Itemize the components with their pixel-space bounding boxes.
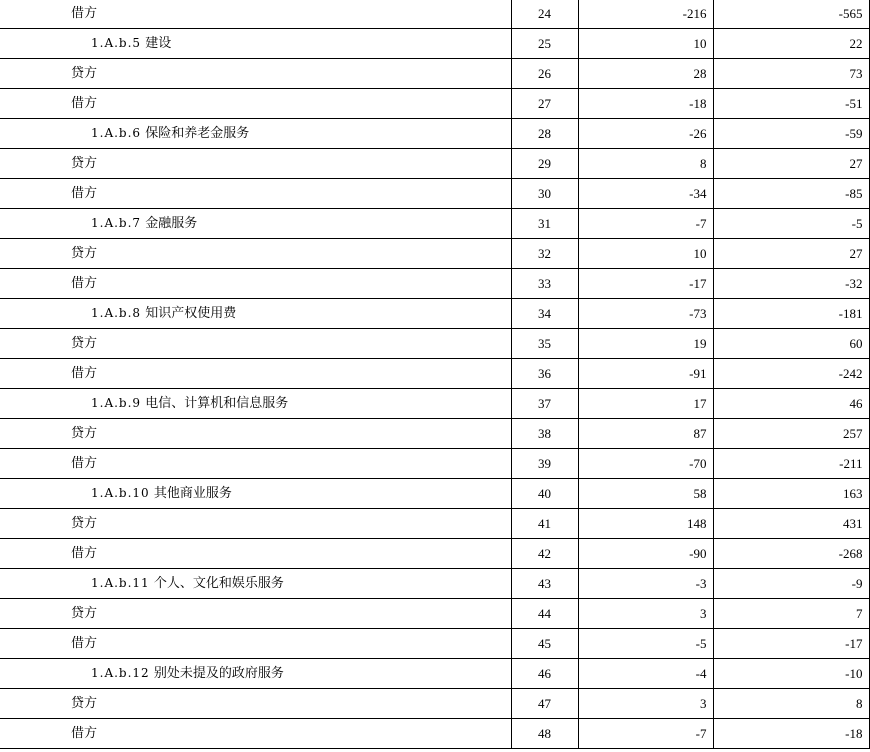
row-number-cell: 35 bbox=[511, 329, 578, 359]
table-row bbox=[0, 329, 869, 359]
table-row bbox=[0, 719, 869, 749]
item-label: 贷方 bbox=[71, 606, 98, 621]
value-b-cell: 257 bbox=[713, 419, 869, 449]
item-code: 1.A.b.10 bbox=[91, 486, 150, 500]
item-label: 贷方 bbox=[71, 426, 98, 441]
value-a-cell: -34 bbox=[578, 179, 713, 209]
item-label: 贷方 bbox=[71, 696, 98, 711]
item-label-cell bbox=[0, 569, 511, 599]
item-code: 1.A.b.5 bbox=[91, 36, 142, 50]
table-row bbox=[0, 119, 869, 149]
value-b-cell: -242 bbox=[713, 359, 869, 389]
value-a-cell: -216 bbox=[578, 0, 713, 29]
item-label: 建设 bbox=[145, 36, 172, 51]
value-a-cell: 28 bbox=[578, 59, 713, 89]
item-label: 金融服务 bbox=[145, 216, 198, 231]
item-label: 贷方 bbox=[71, 336, 98, 351]
debit-credit-label-cell bbox=[0, 539, 511, 569]
item-label: 贷方 bbox=[71, 66, 98, 81]
value-a-cell: 87 bbox=[578, 419, 713, 449]
debit-credit-label-cell bbox=[0, 0, 511, 29]
value-a-cell: 17 bbox=[578, 389, 713, 419]
table-row bbox=[0, 389, 869, 419]
debit-credit-label-cell bbox=[0, 719, 511, 749]
value-a-cell: 10 bbox=[578, 239, 713, 269]
row-number-cell: 29 bbox=[511, 149, 578, 179]
row-number-cell: 25 bbox=[511, 29, 578, 59]
row-number-cell: 42 bbox=[511, 539, 578, 569]
item-label: 借方 bbox=[71, 276, 98, 291]
item-label: 借方 bbox=[71, 96, 98, 111]
table-row bbox=[0, 29, 869, 59]
value-b-cell: -85 bbox=[713, 179, 869, 209]
item-label: 借方 bbox=[71, 726, 98, 741]
debit-credit-label-cell bbox=[0, 179, 511, 209]
table-row bbox=[0, 359, 869, 389]
value-b-cell: 7 bbox=[713, 599, 869, 629]
item-label: 借方 bbox=[71, 366, 98, 381]
item-label: 借方 bbox=[71, 546, 98, 561]
value-b-cell: -9 bbox=[713, 569, 869, 599]
debit-credit-label-cell bbox=[0, 689, 511, 719]
row-number-cell: 32 bbox=[511, 239, 578, 269]
item-label: 知识产权使用费 bbox=[145, 306, 237, 321]
value-b-cell: -51 bbox=[713, 89, 869, 119]
row-number-cell: 44 bbox=[511, 599, 578, 629]
item-label-cell bbox=[0, 659, 511, 689]
item-code: 1.A.b.6 bbox=[91, 126, 142, 140]
row-number-cell: 30 bbox=[511, 179, 578, 209]
row-number-cell: 28 bbox=[511, 119, 578, 149]
value-b-cell: -18 bbox=[713, 719, 869, 749]
value-a-cell: 19 bbox=[578, 329, 713, 359]
table-row bbox=[0, 0, 869, 29]
value-a-cell: -17 bbox=[578, 269, 713, 299]
table-row bbox=[0, 539, 869, 569]
value-a-cell: -7 bbox=[578, 209, 713, 239]
row-number-cell: 36 bbox=[511, 359, 578, 389]
value-a-cell: -4 bbox=[578, 659, 713, 689]
item-label: 其他商业服务 bbox=[153, 486, 232, 501]
table-row bbox=[0, 689, 869, 719]
debit-credit-label-cell bbox=[0, 449, 511, 479]
item-label-cell bbox=[0, 389, 511, 419]
item-label-cell bbox=[0, 29, 511, 59]
item-label: 借方 bbox=[71, 456, 98, 471]
table-row bbox=[0, 449, 869, 479]
value-a-cell: -73 bbox=[578, 299, 713, 329]
value-a-cell: -7 bbox=[578, 719, 713, 749]
table-row bbox=[0, 509, 869, 539]
table-row bbox=[0, 599, 869, 629]
debit-credit-label-cell bbox=[0, 359, 511, 389]
value-b-cell: -268 bbox=[713, 539, 869, 569]
value-b-cell: 163 bbox=[713, 479, 869, 509]
row-number-cell: 41 bbox=[511, 509, 578, 539]
debit-credit-label-cell bbox=[0, 59, 511, 89]
value-b-cell: -181 bbox=[713, 299, 869, 329]
item-code: 1.A.b.9 bbox=[91, 396, 142, 410]
table-row bbox=[0, 149, 869, 179]
value-b-cell: -5 bbox=[713, 209, 869, 239]
item-label-cell bbox=[0, 299, 511, 329]
item-label-cell bbox=[0, 479, 511, 509]
value-b-cell: -59 bbox=[713, 119, 869, 149]
value-b-cell: 8 bbox=[713, 689, 869, 719]
item-label: 保险和养老金服务 bbox=[145, 126, 250, 141]
debit-credit-label-cell bbox=[0, 629, 511, 659]
value-a-cell: -91 bbox=[578, 359, 713, 389]
value-b-cell: 431 bbox=[713, 509, 869, 539]
row-number-cell: 43 bbox=[511, 569, 578, 599]
debit-credit-label-cell bbox=[0, 329, 511, 359]
item-code: 1.A.b.8 bbox=[91, 306, 142, 320]
value-a-cell: -18 bbox=[578, 89, 713, 119]
table-row bbox=[0, 299, 869, 329]
row-number-cell: 39 bbox=[511, 449, 578, 479]
row-number-cell: 27 bbox=[511, 89, 578, 119]
value-a-cell: 3 bbox=[578, 599, 713, 629]
item-label-cell bbox=[0, 119, 511, 149]
value-b-cell: 73 bbox=[713, 59, 869, 89]
value-a-cell: -26 bbox=[578, 119, 713, 149]
row-number-cell: 24 bbox=[511, 0, 578, 29]
row-number-cell: 34 bbox=[511, 299, 578, 329]
debit-credit-label-cell bbox=[0, 419, 511, 449]
value-b-cell: 46 bbox=[713, 389, 869, 419]
value-b-cell: -565 bbox=[713, 0, 869, 29]
table-row bbox=[0, 269, 869, 299]
item-label: 贷方 bbox=[71, 516, 98, 531]
value-b-cell: -32 bbox=[713, 269, 869, 299]
item-code: 1.A.b.7 bbox=[91, 216, 142, 230]
value-b-cell: 22 bbox=[713, 29, 869, 59]
value-b-cell: 27 bbox=[713, 149, 869, 179]
value-a-cell: -3 bbox=[578, 569, 713, 599]
row-number-cell: 26 bbox=[511, 59, 578, 89]
value-a-cell: 10 bbox=[578, 29, 713, 59]
value-a-cell: 3 bbox=[578, 689, 713, 719]
row-number-cell: 33 bbox=[511, 269, 578, 299]
value-a-cell: -70 bbox=[578, 449, 713, 479]
debit-credit-label-cell bbox=[0, 599, 511, 629]
item-label: 电信、计算机和信息服务 bbox=[145, 396, 289, 411]
value-a-cell: 58 bbox=[578, 479, 713, 509]
value-b-cell: -211 bbox=[713, 449, 869, 479]
value-b-cell: 60 bbox=[713, 329, 869, 359]
item-label: 个人、文化和娱乐服务 bbox=[153, 576, 284, 591]
table-row bbox=[0, 209, 869, 239]
table-row bbox=[0, 59, 869, 89]
debit-credit-label-cell bbox=[0, 89, 511, 119]
row-number-cell: 47 bbox=[511, 689, 578, 719]
table-row bbox=[0, 569, 869, 599]
item-label: 借方 bbox=[71, 6, 98, 21]
row-number-cell: 31 bbox=[511, 209, 578, 239]
row-number-cell: 46 bbox=[511, 659, 578, 689]
item-label: 别处未提及的政府服务 bbox=[153, 666, 284, 681]
value-a-cell: -5 bbox=[578, 629, 713, 659]
table-row bbox=[0, 659, 869, 689]
item-code: 1.A.b.12 bbox=[91, 666, 150, 680]
value-a-cell: 8 bbox=[578, 149, 713, 179]
row-number-cell: 48 bbox=[511, 719, 578, 749]
row-number-cell: 37 bbox=[511, 389, 578, 419]
value-b-cell: 27 bbox=[713, 239, 869, 269]
item-label: 借方 bbox=[71, 186, 98, 201]
value-b-cell: -17 bbox=[713, 629, 869, 659]
item-label: 借方 bbox=[71, 636, 98, 651]
table-row bbox=[0, 629, 869, 659]
value-a-cell: 148 bbox=[578, 509, 713, 539]
debit-credit-label-cell bbox=[0, 509, 511, 539]
debit-credit-label-cell bbox=[0, 269, 511, 299]
table-row bbox=[0, 89, 869, 119]
row-number-cell: 38 bbox=[511, 419, 578, 449]
item-label-cell bbox=[0, 209, 511, 239]
row-number-cell: 45 bbox=[511, 629, 578, 659]
item-code: 1.A.b.11 bbox=[91, 576, 150, 590]
table-row bbox=[0, 239, 869, 269]
table-row bbox=[0, 479, 869, 509]
value-b-cell: -10 bbox=[713, 659, 869, 689]
item-label: 贷方 bbox=[71, 246, 98, 261]
debit-credit-label-cell bbox=[0, 149, 511, 179]
table-row bbox=[0, 419, 869, 449]
debit-credit-label-cell bbox=[0, 239, 511, 269]
row-number-cell: 40 bbox=[511, 479, 578, 509]
item-label: 贷方 bbox=[71, 156, 98, 171]
value-a-cell: -90 bbox=[578, 539, 713, 569]
table-row bbox=[0, 179, 869, 209]
